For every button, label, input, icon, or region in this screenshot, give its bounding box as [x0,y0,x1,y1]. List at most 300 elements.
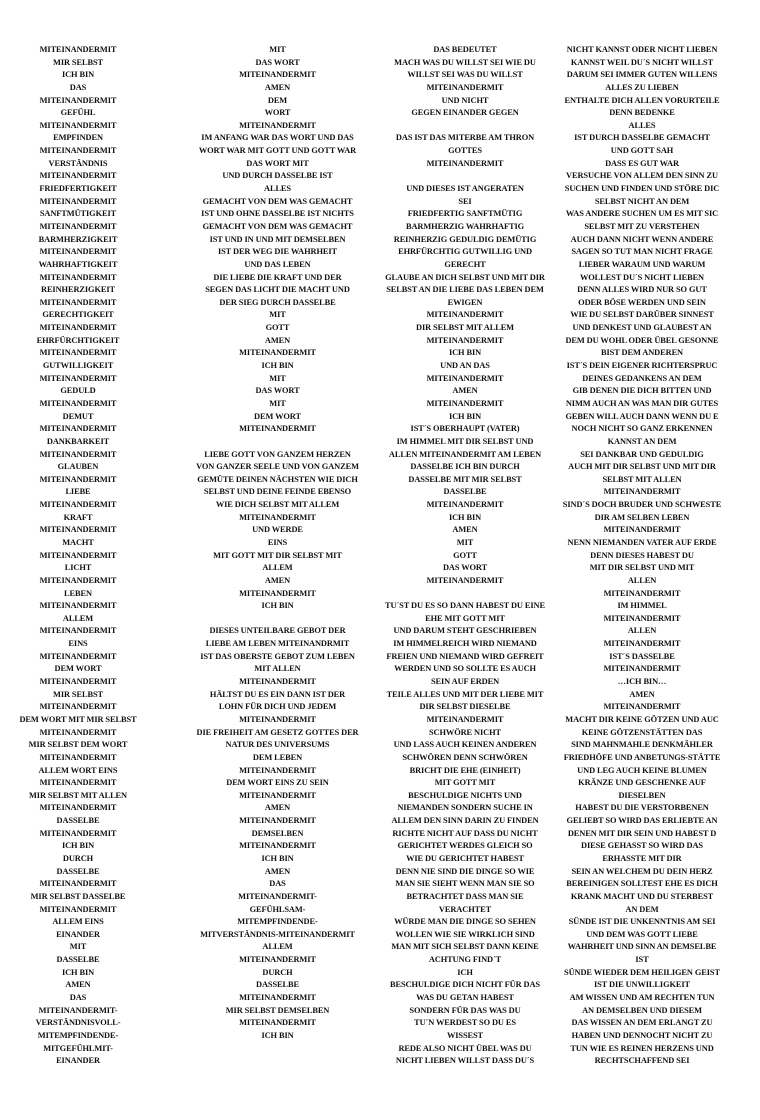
text-line: UND DEM WAS GOTT LIEBE [586,929,698,939]
text-line: DURCH [62,854,94,863]
text-line: AMEN [452,525,478,535]
text-line: LIEBE AM LEBEN MITEINANDRMIT [205,639,350,649]
text-line: BESCHULDIGE NICHTS UND [408,790,522,800]
text-line: MITEINANDERMIT [39,348,117,358]
text-line: UND LASS AUCH KEINEN ANDEREN [393,740,537,750]
text-line: TUN WIE ES REINEN HERZENS UND [570,1043,714,1053]
text-line: MITEINANDERMIT [239,70,316,80]
text-line: IM ANFANG WAR DAS WORT UND DAS [201,133,354,143]
text-line: LOHN FÜR DICH UND JEDEM [218,702,337,712]
text-line: MIT [269,373,286,383]
text-line: ALLEM [262,563,293,573]
text-line: BARMHERZIG WAHRHAFTIG [405,221,525,231]
text-line: MITEINANDERMIT [39,752,117,762]
text-line: MIT [269,310,286,320]
text-line: UND LEG AUCH KEINE BLUMEN [577,765,707,775]
text-line [190,436,365,449]
text-line: NIMM AUCH AN WAS MAN DIR GUTES [565,398,719,408]
text-line: IST´S DEIN EIGENER RICHTERSPRUC [566,361,718,371]
text-line: DENN DIESES HABEST DU [590,550,694,560]
text-line: MITEINANDERMIT [239,1018,316,1028]
text-line: MITEINANDERMIT [39,879,117,889]
text-line: DASSELBE [56,866,100,876]
text-line: MITEINANDERMIT [39,702,117,712]
text-line: EHE MIT GOTT MIT [425,613,505,623]
text-line: MIT DIR SELBST UND MIT [589,563,695,573]
text-line: MITEINANDERMIT [239,790,316,800]
text-line: MITEINANDERMIT- [38,1005,118,1015]
text-line: NICHT LIEBEN WILLST DASS DU´S [395,1056,535,1066]
text-line: MITEINANDERMIT [603,613,681,623]
text-line: DIESES UNTEILBARE GEBOT DER [209,626,346,636]
text-line: MITEINANDERMIT [39,803,117,813]
text-line: MITEINANDERMIT [39,828,117,838]
text-line: MIT GOTT MIT DIR SELBST MIT [213,550,342,560]
text-line: MITEINANDERMIT [426,575,504,585]
text-line: SONDERN FÜR DAS WAS DU [409,1005,521,1015]
text-line: MITEINANDERMIT [39,727,117,737]
text-line: WIE DU GERICHTET HABEST [406,854,524,863]
text-line: MACHT DIR KEINE GÖTZEN UND AUC [565,714,719,724]
text-line: UND DAS LEBEN [244,259,311,269]
text-line: DEM WORT MIT MIR SELBST [19,714,137,724]
text-line: NIEMANDEN SONDERN SUCHE IN [397,803,533,813]
text-line: GLAUBEN [57,462,99,472]
text-line: MIR SELBST [53,57,103,67]
text-line: DENN BEDENKE [609,108,675,118]
text-line: MITEINANDERMIT [39,196,117,206]
text-line: WIE DU SELBST DARÜBER SINNEST [570,310,714,320]
text-line [190,613,365,626]
text-line: EHRFÜRCHTIG GUTWILLIG UND [398,247,532,257]
text-line: EWIGEN [447,297,483,307]
text-line: ICH BIN [448,411,482,421]
text-line: ICH BIN [61,841,95,851]
text-line: ALLES [264,184,291,194]
text-line: GEGEN EINANDER GEGEN [411,108,519,118]
text-line: DENN NIE SIND DIE DINGE SO WIE [395,866,535,876]
text-line: MITEINANDERMIT [426,373,504,383]
text-line: MITEINANDERMIT [239,512,316,522]
text-line: DER SIEG DURCH DASSELBE [219,297,336,307]
text-line: GEDULD [60,386,96,396]
text-line: MITEINANDERMIT [39,424,117,434]
text-line: ALLEM EINS [52,917,104,927]
text-line: DASSELBE MIT MIR SELBST [408,474,522,484]
text-line: ALLEM DEN SINN DARIN ZU FINDEN [391,816,539,826]
text-line: UND DURCH DASSELBE IST [222,171,333,181]
text-line: IST DURCH DASSELBE GEMACHT [574,133,710,143]
text-line: DASSELBE [56,955,100,965]
text-line: BIST DEM ANDEREN [600,348,683,358]
text-line: DEM WORT [254,411,301,421]
text-line: HÄLTST DU ES EIN DANN IST DER [209,689,346,699]
text-line: UND WERDE [252,525,303,535]
text-line [380,588,550,601]
text-line: TEILE ALLES UND MIT DER LIEBE MIT [386,689,544,699]
text-line: IST´S DASSELBE [609,651,675,661]
text-line: GEMÜTE DEINEN NÄCHSTEN WIE DICH [197,474,358,484]
text-line: GERICHTET WERDES GLEICH SO [397,841,533,851]
text-line: GEMACHT VON DEM WAS GEMACHT [202,196,353,206]
text-line: MITEINANDERMIT [603,588,681,598]
text-line: GERECHT [444,259,486,269]
text-line: BARMHERZIGKEIT [38,234,118,244]
text-line: MITEINANDERMIT [426,158,504,168]
text-line: DEM WORT EINS ZU SEIN [226,778,329,788]
text-line: ICH BIN [448,512,482,522]
text-line: NOCH NICHT SO GANZ ERKENNEN [571,424,713,434]
text-line: ALLEN [627,626,657,636]
text-line: ALLES [628,120,656,130]
text-line: SCHWÖREN DENN SCHWÖREN [402,752,528,762]
text-line: ALLES ZU LIEBEN [605,82,679,92]
text-line: WORT WAR MIT GOTT UND GOTT WAR [198,146,357,156]
text-line: VERSTÄNDNISVOLL- [35,1018,121,1028]
text-line: SÜNDE IST DIE UNKENNTNIS AM SEI [568,917,716,927]
text-line: ALLEN MITEINANDERMIT AM LEBEN [388,449,542,459]
text-line: SIND MAHNMAHLE DENKMÄHLER [571,740,713,750]
text-line: DARUM SEI IMMER GUTEN WILLENS [566,70,718,80]
text-line: GEBEN WILL AUCH DANN WENN DU E [565,411,719,421]
text-line: SAGEN SO TUT MAN NICHT FRAGE [571,247,713,257]
text-line: SEIN AUF ERDEN [430,677,500,687]
text-line: MITEINANDERMIT- [238,891,317,901]
text-line: WOLLEST DU´S NICHT LIEBEN [579,272,705,282]
text-line: IST DER WEG DIE WAHRHEIT [217,247,338,257]
text-line: WAHRHEIT UND SINN AN DEMSELBE [567,942,717,952]
text-line: SEGEN DAS LICHT DIE MACHT UND [205,285,350,295]
text-line: GOTT [453,550,477,560]
text-line: IST UND OHNE DASSELBE IST NICHTS [201,209,354,219]
text-line: AUCH DANN NICHT WENN ANDERE [570,234,714,244]
text-line: DENN ALLES WIRD NUR SO GUT [577,285,707,295]
text-line: MITEINANDERMIT [426,335,504,345]
text-line: IST DAS OBERSTE GEBOT ZUM LEBEN [200,651,355,661]
text-line: GELIEBT SO WIRD DAS ERLIEBTE AN [566,816,718,826]
text-line: ICH BIN [448,348,482,358]
text-line: MIR SELBST DEMSELBEN [225,1005,330,1015]
text-line: BRICHT DIE EHE (EINHEIT) [409,765,521,775]
text-line: MITEINANDERMIT [39,398,117,408]
text-line: ICH BIN [261,361,294,371]
text-line: ICH BIN [61,70,95,80]
text-line: MIR SELBST MIT ALLEN [29,790,127,800]
text-line: ICH BIN [61,967,95,977]
text-line: AMEN [264,82,291,92]
text-line: ALLEN [627,575,657,585]
text-line: MITEINANDERMIT [239,120,316,130]
text-line: LEBEN [64,588,92,598]
text-line: DAS WISSEN AN DEM ERLANGT ZU [571,1018,713,1028]
text-line: DEM LEBEN [252,752,303,762]
text-line: WAHRHAFTIGKEIT [38,259,118,269]
text-line: UND DIESES IST ANGERATEN [406,184,524,194]
text-line: ICH BIN [261,854,294,863]
text-line: HABEN UND DENNOCHT NICHT ZU [571,1030,713,1040]
text-line: DASSELBE [256,980,299,990]
text-line: DEINES GEDANKENS AN DEM [582,373,702,383]
text-line: REDE ALSO NICHT ÜBEL WAS DU [398,1043,532,1053]
text-line: MITEINANDERMIT [39,601,117,611]
text-line: GUTWILLIGKEIT [42,361,114,371]
text-line: GLAUBE AN DICH SELBST UND MIT DIR [385,272,545,282]
text-line: MITEINANDERMIT [39,95,117,105]
text-line: MITEMPFINDENDE- [37,1030,119,1040]
text-line: WIE DICH SELBST MIT ALLEM [215,500,340,510]
text-line: LIEBE GOTT VON GANZEM HERZEN [204,449,351,459]
text-line: DASS ES GUT WAR [605,158,679,168]
text-line: ICH [457,967,473,977]
text-line: FRIEDHÖFE UND ANBETUNGS-STÄTTE [563,752,721,762]
text-line [380,170,550,183]
text-line: SELBST MIT ALLEN [602,474,682,484]
text-line: IST´S OBERHAUPT (VATER) [410,424,520,434]
text-line: MIT ALLEN [254,664,301,674]
text-line: MITEINANDERMIT [426,310,504,320]
text-line: AM WISSEN UND AM RECHTEN TUN [569,993,715,1003]
text-line: MACHT [62,537,94,547]
text-line: GIB DENEN DIE DICH BITTEN UND [572,386,712,396]
text-line: ACHTUNG FIND´T [428,955,502,965]
text-line: RICHTE NICHT AUF DASS DU NICHT [392,828,538,838]
text-line: MIT [69,942,87,952]
text-line: DEM [267,95,288,105]
text-line: DEMSELBEN [251,828,304,838]
text-line: DAS BEDEUTET [433,45,497,54]
text-line: EINANDER [56,929,100,939]
text-line: DAS WORT MIT [246,158,309,168]
text-line: MITEMPFINDENDE- [237,917,318,927]
text-line: FREIEN UND NIEMAND WIRD GEFREIT [386,651,544,661]
text-line: NICHT KANNST ODER NICHT LIEBEN [566,45,718,54]
text-line: TU´N WERDEST SO DU ES [414,1018,516,1028]
text-line: MITEINANDERMIT [39,550,117,560]
text-line: MITEINANDERMIT [426,714,504,724]
text-line: MITEINANDERMIT [426,398,504,408]
text-line: DIESE GEHASST SO WIRD DAS [581,841,703,851]
text-line: MITGEFÜHLMIT- [43,1043,113,1053]
text-line: MITEINANDERMIT [39,474,117,484]
text-line: WÜRDE MAN DIE DINGE SO SEHEN [394,917,536,927]
text-line: AUCH MIT DIR SELBST UND MIT DIR [568,462,716,472]
text-line: TU´ST DU ES SO DANN HABEST DU EINE [385,601,545,611]
text-line: MITEINANDERMIT [603,664,681,674]
text-line: ICH BIN [261,601,294,611]
text-line: DEMUT [62,411,94,421]
text-line: SELBST NICHT AN DEM [594,196,690,206]
text-line: DASSELBE [443,487,487,497]
text-line: BETRACHTET DASS MAN SIE [406,891,524,901]
text-line: IM HIMMEL [617,601,667,611]
text-line: MITEINANDERMIT [239,841,316,851]
text-line: HABEST DU DIE VERSTORBENEN [575,803,709,813]
text-line: DAS WORT [255,57,300,67]
text-line: WORT [264,108,291,118]
text-line: UND AN DAS [440,361,490,371]
text-line: BESCHULDIGE DICH NICHT FÜR DAS [390,980,540,990]
text-line: FRIEDFERTIG SANFTMÜTIG [407,209,523,219]
text-line: KEINE GÖTZENSTÄTTEN DAS [581,727,703,737]
text-line: EMPFINDEN [53,133,103,143]
text-line: BEREINIGEN SOLLTEST EHE ES DICH [566,879,718,889]
text-line: MITEINANDERMIT [39,323,117,333]
text-line: ENTHALTE DICH ALLEN VORURTEILE [564,95,720,105]
text-line: EINS [68,639,88,649]
text-line: MAN MIT SICH SELBST DANN KEINE [391,942,539,952]
text-line: MITEINANDERMIT [239,588,316,598]
text-line: WILLST SEI WAS DU WILLST [407,70,523,80]
text-line: GEFÜHLSAM- [249,904,306,914]
text-line: NENN NIEMANDEN VATER AUF ERDE [567,537,717,547]
text-line: MITEINANDERMIT [239,765,316,775]
text-line: SUCHEN UND FINDEN UND STÖRE DIC [564,184,720,194]
text-line: SEI DANKBAR UND GEDULDIG [580,449,704,459]
text-line: SIND´S DOCH BRUDER UND SCHWESTE [562,500,722,510]
text-line: MIT [269,398,286,408]
text-line: ALLEM WORT EINS [38,765,118,775]
text-line: UND DARUM STEHT GESCHRIEBEN [393,626,537,636]
text-line: MITEINANDERMIT [426,82,504,92]
text-line: NATUR DES UNIVERSUMS [225,740,330,750]
text-line: ALLEM [62,613,94,623]
text-line: GERECHTIGKEIT [42,310,114,320]
text-line: LIEBE [65,487,91,497]
text-line: UND DENKEST UND GLAUBEST AN [572,323,712,333]
text-line: MITEINANDERMIT [39,146,117,156]
text-line: AMEN [264,335,291,345]
text-line: MITEINANDERMIT [39,500,117,510]
text-line: MITEINANDERMIT [239,714,316,724]
text-line: IST UND IN UND MIT DEMSELBEN [209,234,346,244]
text-line: VERACHTET [438,904,492,914]
text-line: VON GANZER SEELE UND VON GANZEM [196,462,359,472]
text-line: GEMACHT VON DEM WAS GEMACHT [202,221,353,231]
text-line: MITEINANDERMIT [239,816,316,826]
text-line: DANKBARKEIT [46,436,110,446]
text-line: UND NICHT [441,95,489,105]
text-line: SÜNDE WIEDER DEM HEILIGEN GEIST [564,967,720,977]
text-line: MITEINANDERMIT [39,247,117,257]
text-line: ERHASSTE MIT DIR [602,854,682,863]
text-line: FRIEDFERTIGKEIT [39,184,117,194]
text-line: REINHERZIG GEDULDIG DEMÜTIG [393,234,537,244]
text-line: ODER BÖSE WERDEN UND SEIN [578,297,706,307]
text-line: ALLEM [262,942,293,952]
text-line: DEM DU WOHL ODER ÜBEL GESONNE [565,335,719,345]
text-line: IST [635,955,649,965]
text-line: AN DEMSELBEN UND DIESEM [582,1005,702,1015]
text-line: MITEINANDERMIT [39,45,117,54]
text-line: MITEINANDERMIT [603,702,681,712]
text-line: LIEBER WARAUM UND WARUM [578,259,706,269]
text-line: DAS [269,879,286,889]
text-line: DURCH [262,967,293,977]
text-line [380,120,550,133]
text-line: EINANDER [56,1056,100,1066]
text-line: MITEINANDERMIT [239,677,316,687]
text-line: MITEINANDERMIT [239,348,316,358]
text-line: AMEN [264,803,291,813]
text-line: AN DEM [625,904,659,914]
text-line: GOTTES [448,146,482,156]
text-line: MITEINANDERMIT [39,525,117,535]
text-line: SELBST AN DIE LIEBE DAS LEBEN DEM [386,285,544,295]
text-line: SEIN AN WELCHEM DU DEIN HERZ [571,866,713,876]
text-line: GEFÜHL [60,108,96,118]
text-line: DAS [69,82,87,92]
text-line: MIR SELBST DEM WORT [28,740,128,750]
text-line: DEM WORT [54,664,102,674]
text-line: DAS IST DAS MITERBE AM THRON [395,133,535,143]
column-2 [190,44,365,1043]
text-line: UND GOTT SAH [610,146,674,156]
text-line: DIE FREIHEIT AM GESETZ GOTTES DER [196,727,359,737]
text-line: MACH WAS DU WILLST SEI WIE DU [394,57,536,67]
text-line: RECHTSCHAFFEND SEI [594,1056,690,1066]
text-line: MITEINANDERMIT [39,272,117,282]
text-line: WISSEST [446,1030,484,1040]
text-line: LICHT [64,563,92,573]
text-line: MITEINANDERMIT [39,373,117,383]
text-line: MITEINANDERMIT [39,575,117,585]
text-line: MITEINANDERMIT [39,171,117,181]
text-line: KRANK MACHT UND DU STERBEST [570,891,714,901]
text-line: KRAFT [63,512,93,522]
text-line: EINS [267,537,288,547]
text-line: REINHERZIGKEIT [41,285,115,295]
text-line: WOLLEN WIE SIE WIRKLICH SIND [395,929,535,939]
text-line: MITEINANDERMIT [603,487,681,497]
column-4 [562,44,722,1068]
text-line: AMEN [65,980,91,990]
text-line: …ICH BIN… [617,677,667,687]
text-line: MITEINANDERMIT [239,424,316,434]
text-line: SELBST UND DEINE FEINDE EBENSO [203,487,352,497]
text-line: MITEINANDERMIT [39,120,117,130]
text-line: MIR SELBST [53,689,103,699]
text-line: KANNST WEIL DU´S NICHT WILLST [570,57,714,67]
text-line: DASSELBE ICH BIN DURCH [410,462,520,472]
text-line: MITEINANDERMIT [39,677,117,687]
text-line: MITEINANDERMIT [39,626,117,636]
text-line: AMEN [264,575,291,585]
text-line: MITEINANDERMIT [39,221,117,231]
text-line: IST DIE UNWILLIGKEIT [593,980,691,990]
text-line: IM HIMMEL MIT DIR SELBST UND [396,436,534,446]
text-line: DIR SELBST MIT ALLEM [416,323,514,333]
text-line: MITEINANDERMIT [426,500,504,510]
text-line: DAS [69,993,87,1003]
text-line: MITEINANDERMIT [603,525,681,535]
text-line: SEI [458,196,472,206]
text-line: IM HIMMELREICH WIRD NIEMAND [393,639,537,649]
text-line: AMEN [264,866,291,876]
text-line: SANFTMÜTIGKEIT [39,209,117,219]
text-line: SELBST MIT ZU VERSTEHEN [584,221,700,231]
text-line: SCHWÖRE NICHT [429,727,501,737]
text-line: MITEINANDERMIT [39,651,117,661]
text-line: MITEINANDERMIT [603,639,681,649]
text-line: MITEINANDERMIT [39,778,117,788]
text-line: MIT [456,537,474,547]
text-line: GOTT [265,323,290,333]
column-3 [380,44,550,1068]
text-line: DENEN MIT DIR SEIN UND HABEST D [567,828,717,838]
text-line: DIE LIEBE DIE KRAFT UND DER [213,272,342,282]
text-line: VERSTÄNDNIS [48,158,108,168]
text-line: DAS WORT [255,386,300,396]
